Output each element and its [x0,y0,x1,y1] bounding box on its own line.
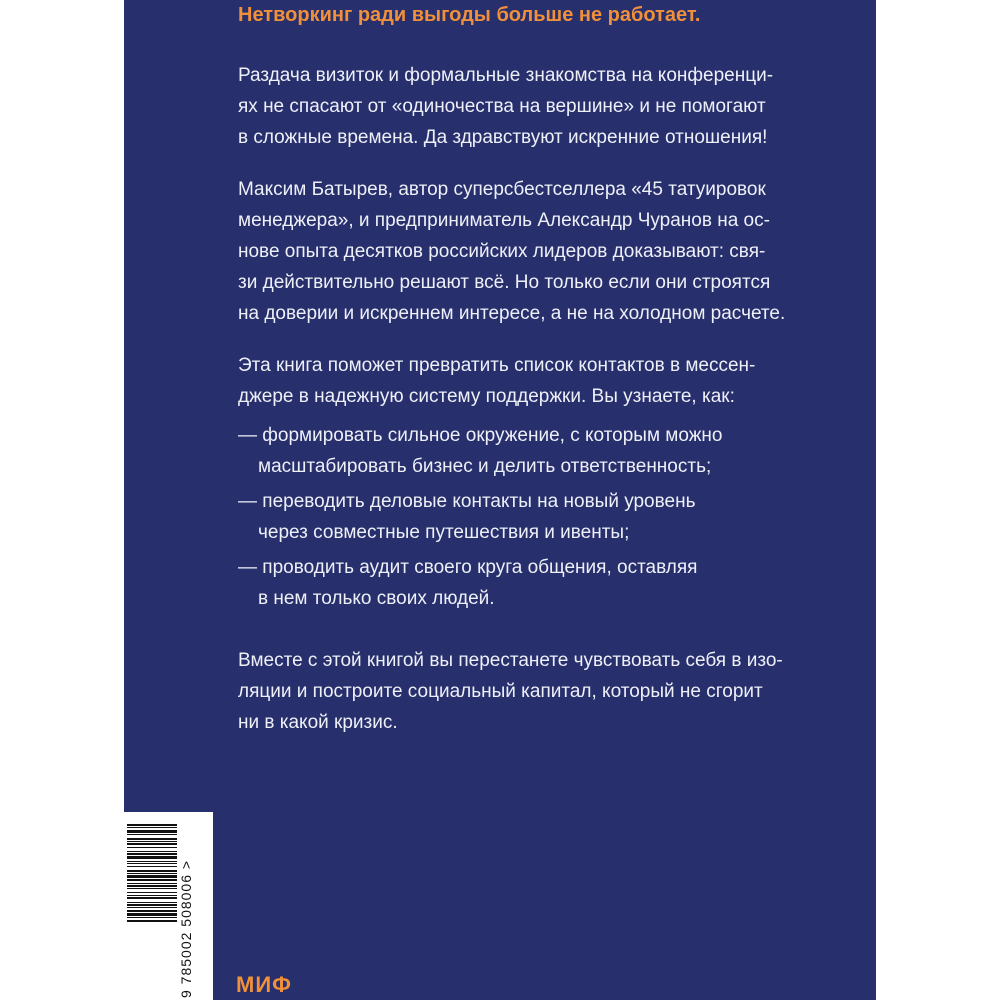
authors-line: на доверии и искреннем интересе, а не на холодном расчете. [238,303,786,324]
barcode-bar [127,917,177,918]
book-back-cover [124,0,876,1000]
barcode-bar [127,892,177,893]
barcode-bar [127,910,177,912]
barcode-bar [127,861,177,862]
barcode-bar [127,875,177,878]
benefit-item [238,486,876,548]
barcode-bar [127,870,177,872]
barcode-bar [127,879,177,881]
closing-paragraph [238,645,876,738]
benefit-line: масштабировать бизнес и делить ответственность; [258,456,712,477]
barcode-bar [127,853,177,855]
barcode-bar [127,902,177,903]
benefits-intro-line: Эта книга поможет превратить список контактов в мессен- [238,355,756,376]
headline: Нетворкинг ради выгоды больше не работает. [238,4,701,26]
authors-line: менеджера», и предприниматель Александр Чуранов на ос- [238,210,770,231]
intro-line: Раздача визиток и формальные знакомства на конференци- [238,65,774,86]
barcode-bar [127,863,177,864]
benefit-item [238,420,876,482]
barcode-bar [127,904,177,906]
barcode-bar [127,824,177,826]
barcode-bar [127,897,177,899]
closing-line: ни в какой кризис. [238,712,398,733]
intro-paragraph [238,60,876,153]
barcode-bar [127,888,177,889]
benefits-list [238,420,876,614]
barcode-bar [127,851,177,852]
barcode-bar [127,913,177,916]
intro-line: в сложные времена. Да здравствуют искренние отношения! [238,127,768,148]
closing-line: ляции и построите социальный капитал, который не сгорит [238,681,763,702]
benefit-line: — проводить аудит своего круга общения, оставляя [238,557,698,578]
barcode-bar [127,907,177,908]
benefit-line: через совместные путешествия и ивенты; [258,522,630,543]
benefits-intro-line: джере в надежную систему поддержки. Вы узнаете, как: [238,386,735,407]
barcode-bar [127,834,177,835]
barcode-bar [127,883,177,884]
closing-line: Вместе с этой книгой вы перестанете чувствовать себя в изо- [238,650,783,671]
barcode-bar [127,847,177,848]
benefit-line: — переводить деловые контакты на новый уровень [238,491,696,512]
isbn-digits: 9 785002 508006 > [178,859,194,998]
barcode-bar [127,830,177,833]
barcode-bar [127,885,177,887]
barcode-bar [127,866,177,867]
benefits-intro-paragraph [238,350,876,412]
intro-line: ях не спасают от «одиночества на вершине» и не помогают [238,96,766,117]
benefit-line: — формировать сильное окружение, с которым можно [238,425,723,446]
barcode-bar [127,827,177,828]
barcode-bar [127,841,177,842]
barcode-bar [127,895,177,896]
barcode-bar [127,856,177,859]
authors-line: Максим Батырев, автор суперсбестселлера «45 татуировок [238,179,766,200]
barcode-bars [127,824,177,1000]
benefit-line: в нем только своих людей. [258,588,495,609]
barcode-bar [127,838,177,840]
benefit-item [238,552,876,614]
publisher-logo: МИФ [236,972,292,997]
barcode-bar [127,843,177,845]
authors-line: нове опыта десятков российских лидеров доказывают: свя- [238,241,766,262]
barcode-bar [127,920,177,922]
authors-line: зи действительно решают всё. Но только если они строятся [238,272,771,293]
barcode-bar [127,873,177,874]
authors-paragraph [238,174,876,329]
isbn-barcode [124,812,213,1000]
